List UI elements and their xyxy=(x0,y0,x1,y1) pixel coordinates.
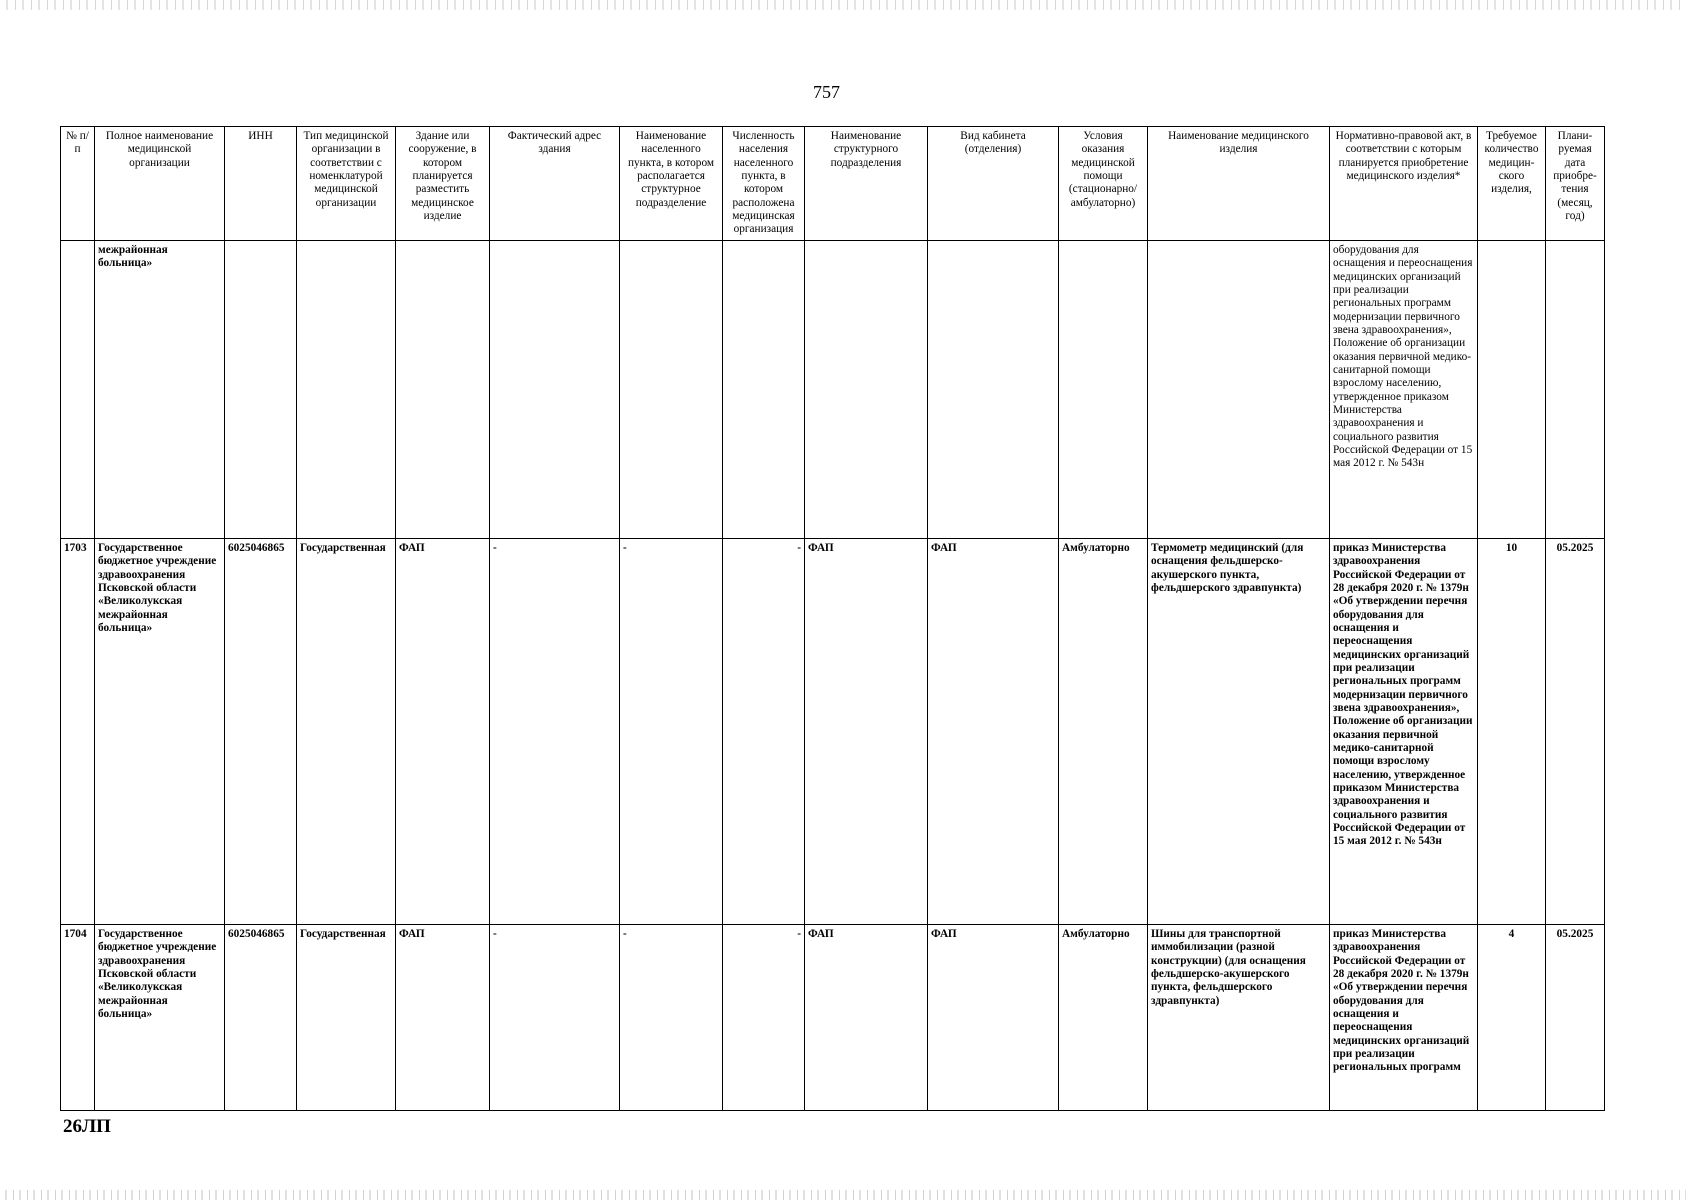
cell-address xyxy=(490,241,620,539)
cell-device xyxy=(1148,241,1330,539)
table-row-continuation xyxy=(61,241,1605,539)
cell-address: - xyxy=(490,539,620,925)
header-conditions: Условия оказания медицинской помощи (стационарно/ амбулаторно) xyxy=(1059,127,1148,241)
cell-org-name: Государственное бюджетное учреждение здравоохранения Псковской области «Великолукская межрайонная больница» xyxy=(95,539,225,925)
header-building: Здание или сооружение, в котором планируется разместить медицинское изделие xyxy=(396,127,490,241)
cell-date: 05.2025 xyxy=(1546,925,1605,1111)
cell-legal-act: приказ Министерства здравоохранения Российской Федерации от 28 декабря 2020 г. № 1379н «Об утверждении перечня оборудования для оснащения и переоснащения медицинских организаций при реализации региональных программ модернизации первичного звена здравоохранения», Положение об организации оказания первичной медико-санитарной помощи взрослому населению, утвержденное приказом Министерства здравоохранения и социального развития Российской Федерации от 15 мая 2012 г. № 543н xyxy=(1330,539,1478,925)
cell-inn: 6025046865 xyxy=(225,539,297,925)
cell-quantity: 4 xyxy=(1478,925,1546,1111)
footer-code: 26ЛП xyxy=(63,1116,111,1137)
cell-num xyxy=(61,241,95,539)
header-num: № п/п xyxy=(61,127,95,241)
cell-population: - xyxy=(723,925,805,1111)
table-row xyxy=(61,539,1605,925)
cell-legal-act: оборудования для оснащения и переоснащения медицинских организаций при реализации региональных программ модернизации первичного звена здравоохранения», Положение об организации оказания первичной медико-санитарной помощи взрослому населению, утвержденное приказом Министерства здравоохранения и социального развития Российской Федерации от 15 мая 2012 г. № 543н xyxy=(1330,241,1478,539)
cell-org-type xyxy=(297,241,396,539)
cell-inn xyxy=(225,241,297,539)
cell-inn: 6025046865 xyxy=(225,925,297,1111)
cell-conditions: Амбулаторно xyxy=(1059,925,1148,1111)
cell-date: 05.2025 xyxy=(1546,539,1605,925)
table-header-row xyxy=(61,127,1605,241)
cell-settlement: - xyxy=(620,925,723,1111)
cell-quantity xyxy=(1478,241,1546,539)
cell-population xyxy=(723,241,805,539)
header-quantity: Требуемое количество медицин-ского изделия, xyxy=(1478,127,1546,241)
cell-conditions: Амбулаторно xyxy=(1059,539,1148,925)
equipment-table xyxy=(60,126,1605,1111)
scan-edge-bottom xyxy=(0,1190,1686,1200)
cell-device: Шины для транспортной иммобилизации (разной конструкции) (для оснащения фельдшерско-акушерского пункта, фельдшерского здравпункта) xyxy=(1148,925,1330,1111)
cell-org-type: Государственная xyxy=(297,539,396,925)
cell-device: Термометр медицинский (для оснащения фельдшерско-акушерского пункта, фельдшерского здравпункта) xyxy=(1148,539,1330,925)
header-address: Фактический адрес здания xyxy=(490,127,620,241)
header-device: Наименование медицинского изделия xyxy=(1148,127,1330,241)
header-date: Плани-руемая дата приобре-тения (месяц, год) xyxy=(1546,127,1605,241)
cell-settlement: - xyxy=(620,539,723,925)
cell-population: - xyxy=(723,539,805,925)
cell-num: 1703 xyxy=(61,539,95,925)
header-legal-act: Нормативно-правовой акт, в соответствии с которым планируется приобретение медицинского изделия* xyxy=(1330,127,1478,241)
header-population: Численность населения населенного пункта, в котором расположена медицинская организация xyxy=(723,127,805,241)
cell-quantity: 10 xyxy=(1478,539,1546,925)
cell-room-type xyxy=(928,241,1059,539)
scan-edge-top xyxy=(0,0,1686,10)
cell-unit: ФАП xyxy=(805,539,928,925)
cell-room-type: ФАП xyxy=(928,539,1059,925)
header-inn: ИНН xyxy=(225,127,297,241)
cell-settlement xyxy=(620,241,723,539)
header-room-type: Вид кабинета (отделения) xyxy=(928,127,1059,241)
cell-address: - xyxy=(490,925,620,1111)
cell-room-type: ФАП xyxy=(928,925,1059,1111)
cell-unit xyxy=(805,241,928,539)
cell-building: ФАП xyxy=(396,925,490,1111)
cell-org-type: Государственная xyxy=(297,925,396,1111)
cell-org-name: Государственное бюджетное учреждение здравоохранения Псковской области «Великолукская межрайонная больница» xyxy=(95,925,225,1111)
header-unit: Наименование структурного подразделения xyxy=(805,127,928,241)
cell-org-name: межрайонная больница» xyxy=(95,241,225,539)
cell-building xyxy=(396,241,490,539)
header-org-name: Полное наименование медицинской организации xyxy=(95,127,225,241)
header-org-type: Тип медицинской организации в соответствии с номенклатурой медицинской организации xyxy=(297,127,396,241)
cell-unit: ФАП xyxy=(805,925,928,1111)
cell-legal-act: приказ Министерства здравоохранения Российской Федерации от 28 декабря 2020 г. № 1379н «Об утверждении перечня оборудования для оснащения и переоснащения медицинских организаций при реализации региональных программ xyxy=(1330,925,1478,1111)
cell-num: 1704 xyxy=(61,925,95,1111)
table-row xyxy=(61,925,1605,1111)
cell-building: ФАП xyxy=(396,539,490,925)
header-settlement: Наименование населенного пункта, в котором располагается структурное подразделение xyxy=(620,127,723,241)
cell-date xyxy=(1546,241,1605,539)
cell-conditions xyxy=(1059,241,1148,539)
page-number: 757 xyxy=(813,82,840,102)
